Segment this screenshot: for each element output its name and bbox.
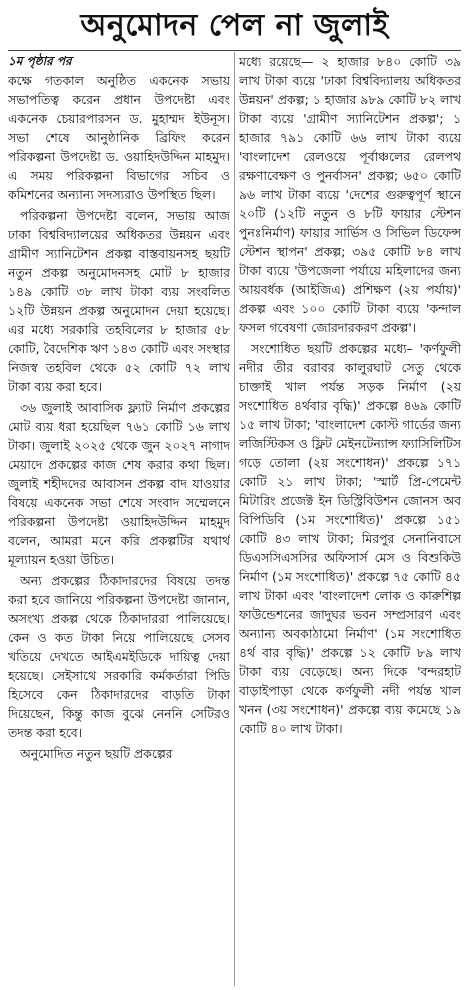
paragraph: অন্য প্রকল্পের ঠিকাদারদের বিষয়ে তদন্ত করা হবে জানিয়ে পরিকল্পনা উপদেষ্টা জানান, অসংখ্য প্রকল্প থেকে ঠিকাদাররা পালিয়েছে। কেন ও কত টাকা নিয়ে পালিয়েছে সেসব খতিয়ে দেখতে আইএমইডিকে দায়িত্ব দেয়া হয়েছে। সেইসাথে সরকারি কর্মকর্তারা পিডি হিসেবে কেন ঠিকাদারদের বাড়তি টাকা দিয়েছেন, কিন্তু কাজ বুঝে নেননি সেটিরও তদন্ত করা হবে। — [8, 573, 230, 740]
paragraph: পরিকল্পনা উপদেষ্টা বলেন, সভায় আজ ঢাকা বিশ্ববিদ্যালয়ের অধিকতর উন্নয়ন এবং গ্রামীণ স্যানিটেশন প্রকল্প বাস্তবায়নসহ ছয়টি নতুন প্রকল্প অনুমোদনসহ মোট ৮ হাজার ১৪৯ কোটি ৩৮ লাখ টাকা ব্যয় সংবলিত ১২টি উন্নয়ন প্রকল্প অনুমোদন দেয়া হয়েছে। এর মধ্যে সরকারি তহবিলের ৮ হাজার ৫৮ কোটি, বৈদেশিক ঋণ ১৪৩ কোটি এবং সংস্থার নিজস্ব তহবিল থেকে ৫২ কোটি ৭২ লাখ টাকা ব্যয় করা হবে। — [8, 208, 230, 394]
headline-rule — [8, 50, 461, 51]
column-divider — [234, 52, 235, 986]
headline: অনুমোদন পেল না জুলাই — [80, 8, 389, 43]
article-columns — [8, 52, 461, 986]
column-right — [239, 52, 461, 986]
paragraph: অনুমোদিত নতুন ছয়টি প্রকল্পের — [20, 746, 173, 761]
paragraph: সংশোধিত ছয়টি প্রকল্পের মধ্যে– 'কর্ণফুলী নদীর তীর বরাবর কালুরঘাট সেতু থেকে চাক্তাই খাল পর্যন্ত সড়ক নির্মাণ (২য় সংশোধিত ৪র্থবার বৃদ্ধি)' প্রকল্পে ৪৬৯ কোটি ১৫ লাখ টাকা; 'বাংলাদেশ কোস্ট গার্ডের জন্য লজিস্টিকস ও ফ্লিট মেইনটেন্যান্স ফ্যাসিলিটিস গড়ে তোলা (২য় সংশোধন)' প্রকল্পে ১৭১ কোটি ২১ লাখ টাকা; 'স্মার্ট প্রি-পেমেন্ট মিটারিং প্রজেক্ট ইন ডিস্ট্রিবিউশন জোনস অব বিপিডিবি (১ম সংশোধিত)' প্রকল্পে ১৫১ কোটি ৪৩ লাখ টাকা; মিরপুর সেনানিবাসে ডিএসসিএসসির অফিসার্স মেস ও বিশুকিউ নির্মাণ (১ম সংশোধিত)' প্রকল্পে ৭৫ কোটি ৪৫ লাখ টাকা এবং 'বাংলাদেশ লোক ও কারুশিল্প ফাউন্ডেশনের জাদুঘর ভবন সম্প্রসারণ এবং অন্যান্য অবকাঠামো নির্মাণ' (১ম সংশোধিত ৪র্থ বার বৃদ্ধি)' প্রকল্পে ১২ কোটি ৮৯ লাখ টাকা ব্যয় বেড়েছে। অন্য দিকে 'বন্দরহাট বাড়াইপাড়া থেকে কর্ণফুলী নদী পর্যন্ত খাল খনন (৩য় সংশোধন)' প্রকল্পে ব্যয় কমেছে ১৯ কোটি ৪০ লাখ টাকা। — [239, 341, 461, 736]
paragraph: মধ্যে রয়েছে— ২ হাজার ৮৪০ কোটি ৩৯ লাখ টাকা ব্যয়ে 'ঢাকা বিশ্ববিদ্যালয় অধিকতর উন্নয়ন' প্রকল্প; ১ হাজার ৯৮৯ কোটি ৮২ লাখ টাকা ব্যয়ে 'গ্রামীণ স্যানিটেশন প্রকল্প'; ১ হাজার ৭৯১ কোটি ৬৬ লাখ টাকা ব্যয়ে 'বাংলাদেশ রেলওয়ে পূর্বাঞ্চলের রেলপথ রক্ষণাবেক্ষণ ও পুনর্বাসন' প্রকল্প; ৬৫০ কোটি ৯৬ লাখ টাকা ব্যয়ে 'দেশের গুরুত্বপূর্ণ স্থানে ২০টি (১২টি নতুন ও ৮টি ফায়ার স্টেশন পুনঃনির্মাণ) ফায়ার সার্ভিস ও সিভিল ডিফেন্স স্টেশন স্থাপন' প্রকল্প; ৩৯৫ কোটি ৮৪ লাখ টাকা ব্যয়ে 'উপজেলা পর্যায়ে মহিলাদের জন্য আয়বর্ধক (আইজিএ) প্রশিক্ষণ (২য় পর্যায়)' প্রকল্প এবং ১০০ কোটি টাকা ব্যয়ে 'কন্দাল ফসল গবেষণা জোরদারকরণ প্রকল্প'। — [239, 54, 461, 335]
paragraph: ৩৬ জুলাই আবাসিক ফ্ল্যাট নির্মাণ প্রকল্পের মোট ব্যয় ধরা হয়েছিল ৭৬১ কোটি ১৬ লাখ টাকা। জুলাই ২০২৫ থেকে জুন ২০২৭ নাগাদ মেয়াদে প্রকল্পের কাজ শেষ করার কথা ছিল। জুলাই শহীদদের আবাসন প্রকল্প বাদ যাওয়ার বিষয়ে একনেক সভা শেষে সংবাদ সম্মেলনে পরিকল্পনা উপদেষ্টা ওয়াহিদউদ্দিন মাহমুদ বলেন, আমরা মনে করি প্রকল্পটির যথার্থ মূল্যায়ন হওয়া উচিত। — [8, 400, 230, 567]
paragraph: কক্ষে গতকাল অনুষ্ঠিত একনেক সভায় সভাপতিত্ব করেন প্রধান উপদেষ্টা এবং একনেক চেয়ারপারসন ড. মুহাম্মদ ইউনূস। সভা শেষে আনুষ্ঠানিক ব্রিফিং করেন পরিকল্পনা উপদেষ্টা ড. ওয়াহিদউদ্দিন মাহমুদ। এ সময় পরিকল্পনা বিভাগের সচিব ও কমিশনের অন্যান্য সদস্যরাও উপস্থিত ছিল। — [8, 73, 230, 202]
continued-label: ১ম পৃষ্ঠার পর — [8, 54, 72, 68]
column-left — [8, 52, 230, 986]
